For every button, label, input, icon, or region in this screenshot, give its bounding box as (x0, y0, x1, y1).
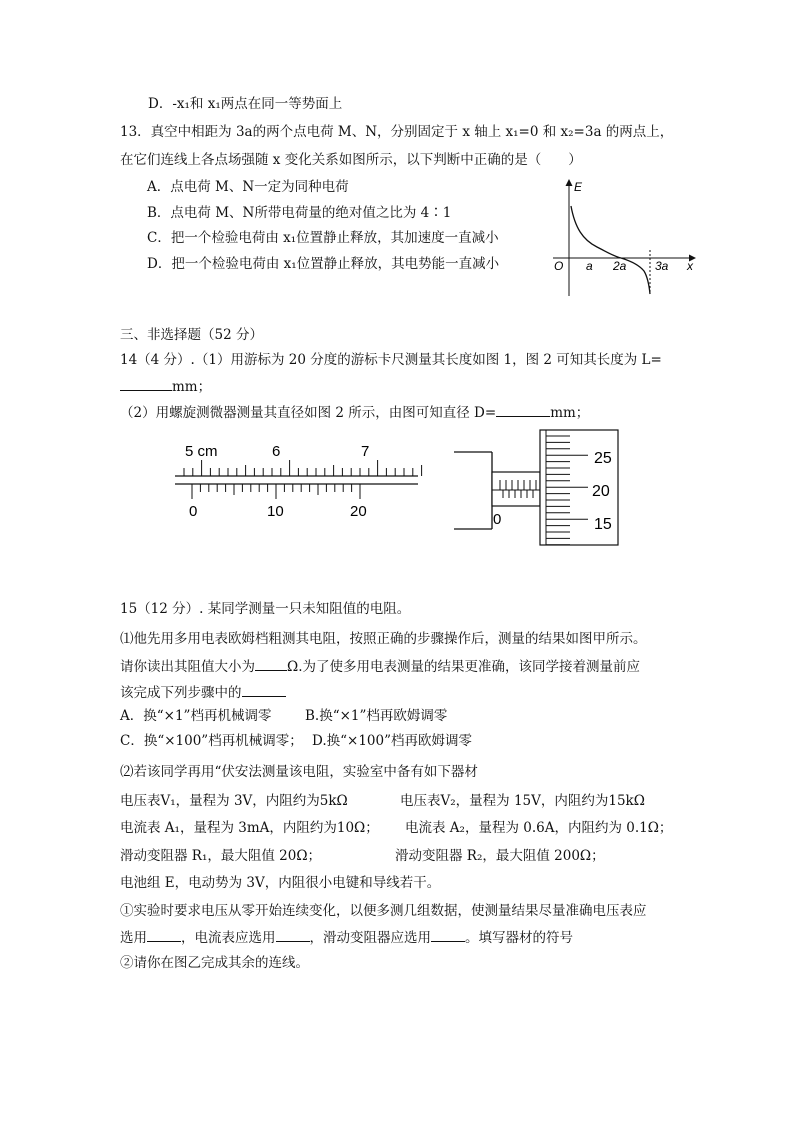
answer-blank-resistance[interactable] (255, 656, 287, 671)
micrometer-label-25: 25 (594, 450, 612, 467)
equipment-voltmeter-v1: 电压表V₁，量程为 3V，内阻约为5kΩ (120, 793, 348, 809)
micrometer-figure (450, 426, 630, 550)
answer-blank-step[interactable] (242, 682, 286, 697)
micrometer-sleeve-label-0: 0 (493, 511, 502, 528)
answer-blank-rheostat[interactable] (431, 927, 465, 942)
equipment-rheostat-r1: 滑动变阻器 R₁，最大阻值 20Ω； (120, 848, 322, 864)
q14-unit-1: mm； (172, 379, 212, 395)
q15-select-rheostat-text: ，滑动变阻器应选用 (309, 930, 431, 946)
q14-unit-2: mm； (550, 405, 590, 421)
answer-blank-voltmeter[interactable] (147, 927, 181, 942)
micrometer-label-15: 15 (594, 516, 612, 533)
caliper-main-label-5cm: 5 cm (185, 443, 218, 460)
q15-read-value-prompt: 请你读出其阻值大小为 (120, 659, 255, 675)
q15-part1-line3 (120, 682, 286, 703)
q13-stem-line1: 13．真空中相距为 3a的两个点电荷 M、N，分别固定于 x 轴上 x₁=0 和 x₂=3a 的两点上， (120, 124, 674, 140)
equipment-ammeter-a2: 电流表 A₂，量程为 0.6A，内阻约为 0.1Ω； (405, 820, 673, 836)
section-3-title: 三、非选择题（52 分） (120, 327, 263, 343)
equipment-rheostat-r2: 滑动变阻器 R₂，最大阻值 200Ω； (395, 848, 605, 864)
caliper-main-scale (184, 460, 422, 476)
equipment-voltmeter-v2: 电压表V₂，量程为 15V，内阻约为15kΩ (400, 793, 645, 809)
q14-line1: 14（4 分）.（1）用游标为 20 分度的游标卡尺测量其长度如图 1，图 2 可知其长度为 L= (120, 352, 662, 368)
q15-option-b: B.换“×1”档再欧姆调零 (305, 708, 448, 724)
vernier-caliper-figure (170, 436, 425, 526)
q15-option-d: D.换“×100”档再欧姆调零 (312, 733, 473, 749)
micrometer-label-20: 20 (592, 483, 610, 500)
caliper-vernier-label-10: 10 (267, 503, 284, 520)
answer-blank-length[interactable] (120, 376, 172, 391)
q14-part2-text: （2）用螺旋测微器测量其直径如图 2 所示，由图可知直径 D= (120, 405, 497, 421)
caliper-main-label-7: 7 (361, 443, 370, 460)
q15-select-end-text: 。填写器材的符号 (465, 930, 573, 946)
graph-origin-label: O (554, 259, 564, 273)
caliper-vernier-scale (192, 484, 360, 499)
q15-option-a: A．换“×1”档再机械调零 (120, 708, 272, 724)
graph-tick-3a: 3a (655, 259, 669, 273)
q15-part1-line1: ⑴他先用多用电表欧姆档粗测其电阻，按照正确的步骤操作后，测量的结果如图甲所示。 (120, 631, 647, 647)
q13-option-c: C．把一个检验电荷由 x₁位置静止释放，其加速度一直减小 (147, 230, 499, 246)
caliper-vernier-label-20: 20 (350, 503, 367, 520)
graph-x-label: x (687, 259, 693, 273)
graph-y-label: E (574, 180, 583, 194)
q15-read-value-after: Ω.为了使多用电表测量的结果更准确，该同学接着测量前应 (287, 659, 640, 675)
q15-sub1-line1: ①实验时要求电压从零开始连续变化，以便多测几组数据，使测量结果尽量准确电压表应 (120, 903, 647, 919)
q15-step-prompt: 该完成下列步骤中的 (120, 685, 242, 701)
caliper-main-label-6: 6 (272, 443, 281, 460)
q15-option-c: C．换“×100”档再机械调零； (120, 733, 303, 749)
graph-field-curve (571, 206, 650, 294)
answer-blank-ammeter[interactable] (276, 927, 310, 942)
graph-tick-a: a (586, 259, 593, 273)
q13-option-a: A．点电荷 M、N一定为同种电荷 (147, 179, 349, 195)
micrometer-sleeve (492, 472, 540, 506)
q13-option-b: B．点电荷 M、N所带电荷量的绝对值之比为 4∶1 (147, 205, 452, 221)
q15-title: 15（12 分）. 某同学测量一只未知阻值的电阻。 (120, 601, 411, 617)
q15-select-voltmeter-text: 选用 (120, 930, 147, 946)
q15-sub1-line2 (120, 927, 573, 948)
q13-field-graph (545, 176, 705, 300)
q14-line3 (120, 402, 589, 423)
q14-line2 (120, 376, 211, 397)
q15-part2-intro: ⑵若该同学再用“伏安法测量该电阻，实验室中备有如下器材 (120, 764, 478, 780)
q13-option-d: D．把一个检验电荷由 x₁位置静止释放，其电势能一直减小 (147, 256, 500, 272)
q13-stem-line2: 在它们连线上各点场强随 x 变化关系如图所示，以下判断中正确的是（ ） (120, 152, 582, 168)
equipment-battery: 电池组 E，电动势为 3V，内阻很小电键和导线若干。 (120, 875, 441, 891)
graph-tick-2a: 2a (613, 259, 627, 273)
q15-part1-line2 (120, 656, 640, 677)
q12-option-d: D．-x₁和 x₁两点在同一等势面上 (148, 96, 343, 112)
q15-sub2: ②请你在图乙完成其余的连线。 (120, 955, 309, 971)
caliper-vernier-label-0: 0 (189, 503, 198, 520)
equipment-ammeter-a1: 电流表 A₁，量程为 3mA，内阻约为10Ω； (120, 820, 379, 836)
answer-blank-diameter[interactable] (496, 402, 550, 417)
q15-select-ammeter-text: ，电流表应选用 (181, 930, 276, 946)
